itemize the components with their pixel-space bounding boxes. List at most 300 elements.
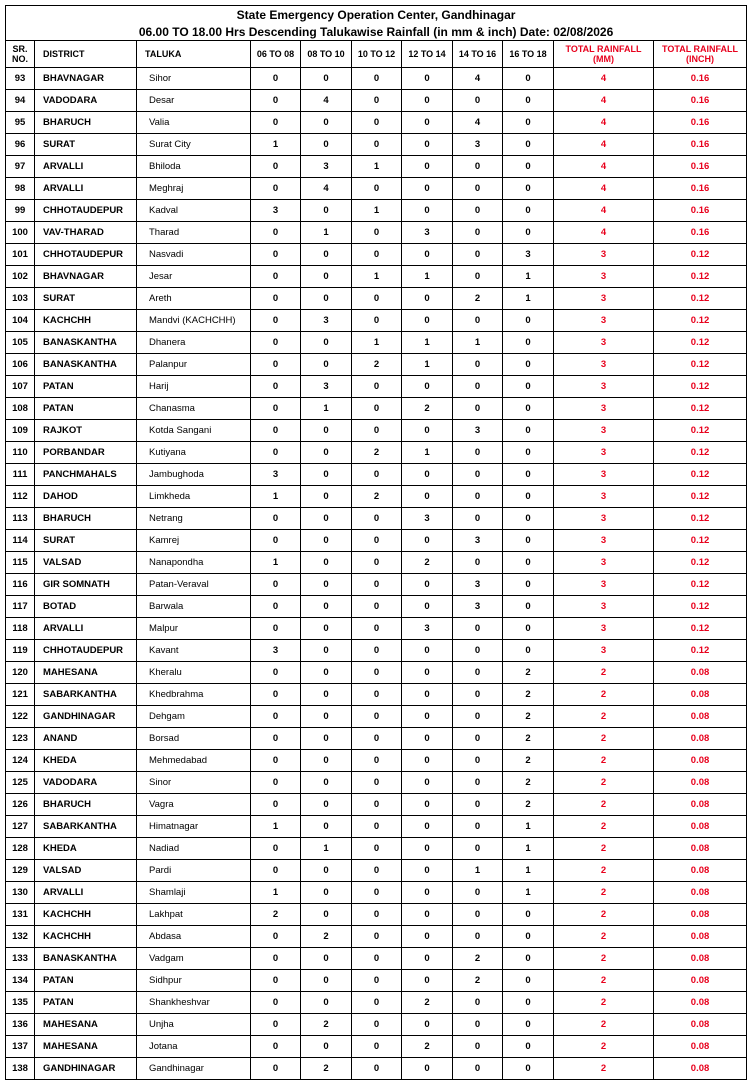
slot-value-cell: 0	[453, 1014, 503, 1036]
total-mm-cell: 3	[554, 376, 654, 398]
slot-value-cell: 0	[402, 728, 453, 750]
slot-value-cell: 0	[251, 398, 301, 420]
slot-value-cell: 0	[402, 134, 453, 156]
slot-value-cell: 0	[251, 596, 301, 618]
taluka-cell: Patan-Veraval	[137, 574, 251, 596]
table-row	[6, 68, 747, 90]
table-row	[6, 134, 747, 156]
total-mm-cell: 3	[554, 508, 654, 530]
district-cell: KHEDA	[35, 750, 137, 772]
slot-value-cell: 0	[352, 1058, 402, 1080]
slot-value-cell: 0	[251, 266, 301, 288]
slot-value-cell: 0	[503, 90, 554, 112]
total-mm-cell: 3	[554, 552, 654, 574]
report-title: State Emergency Operation Center, Gandhinagar	[6, 6, 747, 24]
slot-value-cell: 0	[301, 112, 352, 134]
slot-value-cell: 3	[301, 156, 352, 178]
slot-value-cell: 0	[503, 68, 554, 90]
total-mm-cell: 2	[554, 1014, 654, 1036]
table-row	[6, 486, 747, 508]
sr-cell: 122	[6, 706, 35, 728]
total-inch-cell: 0.08	[654, 926, 747, 948]
total-mm-cell: 3	[554, 310, 654, 332]
total-mm-cell: 3	[554, 244, 654, 266]
slot-value-cell: 0	[453, 882, 503, 904]
slot-value-cell: 0	[402, 464, 453, 486]
slot-value-cell: 0	[402, 310, 453, 332]
slot-value-cell: 0	[402, 156, 453, 178]
taluka-cell: Nasvadi	[137, 244, 251, 266]
district-cell: GANDHINAGAR	[35, 1058, 137, 1080]
district-cell: BHARUCH	[35, 112, 137, 134]
table-row	[6, 244, 747, 266]
slot-value-cell: 3	[453, 530, 503, 552]
slot-value-cell: 0	[352, 1036, 402, 1058]
slot-value-cell: 3	[402, 222, 453, 244]
slot-value-cell: 0	[453, 90, 503, 112]
table-row	[6, 376, 747, 398]
table-row	[6, 310, 747, 332]
slot-value-cell: 0	[352, 552, 402, 574]
slot-value-cell: 0	[503, 332, 554, 354]
taluka-cell: Kadval	[137, 200, 251, 222]
taluka-cell: Lakhpat	[137, 904, 251, 926]
total-mm-cell: 2	[554, 948, 654, 970]
slot-value-cell: 2	[402, 552, 453, 574]
total-inch-cell: 0.08	[654, 882, 747, 904]
col-header-taluka: TALUKA	[137, 41, 251, 68]
slot-value-cell: 0	[352, 970, 402, 992]
slot-value-cell: 0	[402, 486, 453, 508]
district-cell: PATAN	[35, 970, 137, 992]
sr-cell: 127	[6, 816, 35, 838]
slot-value-cell: 0	[453, 442, 503, 464]
taluka-cell: Netrang	[137, 508, 251, 530]
slot-value-cell: 0	[453, 926, 503, 948]
slot-value-cell: 2	[402, 398, 453, 420]
taluka-cell: Sidhpur	[137, 970, 251, 992]
slot-value-cell: 0	[402, 794, 453, 816]
slot-value-cell: 2	[503, 750, 554, 772]
district-cell: MAHESANA	[35, 662, 137, 684]
slot-value-cell: 0	[453, 750, 503, 772]
slot-value-cell: 0	[453, 618, 503, 640]
slot-value-cell: 0	[402, 1014, 453, 1036]
slot-value-cell: 4	[453, 112, 503, 134]
slot-value-cell: 2	[503, 728, 554, 750]
sr-cell: 123	[6, 728, 35, 750]
district-cell: VALSAD	[35, 552, 137, 574]
taluka-cell: Bhiloda	[137, 156, 251, 178]
slot-value-cell: 1	[251, 816, 301, 838]
district-cell: BHARUCH	[35, 508, 137, 530]
slot-value-cell: 0	[352, 618, 402, 640]
slot-value-cell: 0	[453, 310, 503, 332]
slot-value-cell: 1	[352, 266, 402, 288]
total-mm-cell: 3	[554, 332, 654, 354]
taluka-cell: Jotana	[137, 1036, 251, 1058]
taluka-cell: Unjha	[137, 1014, 251, 1036]
total-inch-cell: 0.12	[654, 310, 747, 332]
slot-value-cell: 0	[453, 794, 503, 816]
slot-value-cell: 0	[503, 992, 554, 1014]
district-cell: MAHESANA	[35, 1036, 137, 1058]
table-row	[6, 772, 747, 794]
total-mm-cell: 2	[554, 838, 654, 860]
slot-value-cell: 0	[301, 508, 352, 530]
slot-value-cell: 1	[402, 442, 453, 464]
district-cell: BHARUCH	[35, 794, 137, 816]
slot-value-cell: 0	[453, 772, 503, 794]
taluka-cell: Vadgam	[137, 948, 251, 970]
total-mm-cell: 2	[554, 728, 654, 750]
district-cell: CHHOTAUDEPUR	[35, 244, 137, 266]
district-cell: VAV-THARAD	[35, 222, 137, 244]
slot-value-cell: 2	[352, 442, 402, 464]
slot-value-cell: 0	[251, 420, 301, 442]
slot-value-cell: 1	[251, 552, 301, 574]
taluka-cell: Kutiyana	[137, 442, 251, 464]
total-mm-cell: 2	[554, 750, 654, 772]
table-row	[6, 904, 747, 926]
sr-cell: 120	[6, 662, 35, 684]
slot-value-cell: 0	[503, 970, 554, 992]
slot-value-cell: 0	[402, 200, 453, 222]
total-inch-cell: 0.12	[654, 266, 747, 288]
total-mm-cell: 3	[554, 266, 654, 288]
sr-cell: 109	[6, 420, 35, 442]
slot-value-cell: 0	[251, 288, 301, 310]
slot-value-cell: 0	[453, 728, 503, 750]
slot-value-cell: 0	[503, 442, 554, 464]
total-inch-cell: 0.12	[654, 288, 747, 310]
slot-value-cell: 0	[301, 706, 352, 728]
table-row	[6, 442, 747, 464]
slot-value-cell: 0	[503, 464, 554, 486]
total-inch-cell: 0.08	[654, 860, 747, 882]
slot-value-cell: 1	[503, 860, 554, 882]
slot-value-cell: 0	[402, 640, 453, 662]
total-inch-cell: 0.12	[654, 618, 747, 640]
col-header-slot: 10 TO 12	[352, 41, 402, 68]
slot-value-cell: 0	[453, 1036, 503, 1058]
slot-value-cell: 1	[503, 882, 554, 904]
slot-value-cell: 0	[301, 750, 352, 772]
sr-cell: 94	[6, 90, 35, 112]
total-mm-cell: 4	[554, 156, 654, 178]
slot-value-cell: 0	[251, 112, 301, 134]
slot-value-cell: 0	[251, 684, 301, 706]
total-mm-cell: 4	[554, 222, 654, 244]
slot-value-cell: 0	[352, 640, 402, 662]
slot-value-cell: 0	[301, 288, 352, 310]
slot-value-cell: 3	[453, 596, 503, 618]
taluka-cell: Nanapondha	[137, 552, 251, 574]
slot-value-cell: 0	[352, 310, 402, 332]
slot-value-cell: 1	[301, 838, 352, 860]
total-inch-cell: 0.12	[654, 486, 747, 508]
total-inch-cell: 0.08	[654, 772, 747, 794]
slot-value-cell: 0	[301, 640, 352, 662]
total-inch-cell: 0.08	[654, 706, 747, 728]
district-cell: MAHESANA	[35, 1014, 137, 1036]
slot-value-cell: 0	[301, 1036, 352, 1058]
table-row	[6, 1036, 747, 1058]
slot-value-cell: 0	[251, 772, 301, 794]
slot-value-cell: 0	[503, 376, 554, 398]
slot-value-cell: 0	[301, 970, 352, 992]
slot-value-cell: 0	[503, 508, 554, 530]
report-subtitle-row	[6, 23, 747, 41]
district-cell: CHHOTAUDEPUR	[35, 200, 137, 222]
slot-value-cell: 0	[352, 772, 402, 794]
slot-value-cell: 0	[503, 948, 554, 970]
slot-value-cell: 0	[301, 882, 352, 904]
total-mm-cell: 3	[554, 618, 654, 640]
slot-value-cell: 0	[301, 948, 352, 970]
table-row	[6, 178, 747, 200]
slot-value-cell: 0	[402, 376, 453, 398]
slot-value-cell: 0	[402, 596, 453, 618]
district-cell: CHHOTAUDEPUR	[35, 640, 137, 662]
slot-value-cell: 1	[301, 222, 352, 244]
slot-value-cell: 0	[352, 596, 402, 618]
total-inch-cell: 0.12	[654, 398, 747, 420]
slot-value-cell: 0	[503, 420, 554, 442]
col-header-slot: 16 TO 18	[503, 41, 554, 68]
slot-value-cell: 1	[402, 266, 453, 288]
district-cell: BANASKANTHA	[35, 948, 137, 970]
slot-value-cell: 3	[402, 618, 453, 640]
taluka-cell: Shankheshvar	[137, 992, 251, 1014]
total-inch-cell: 0.08	[654, 1058, 747, 1080]
sr-cell: 98	[6, 178, 35, 200]
total-inch-cell: 0.08	[654, 684, 747, 706]
rainfall-report	[5, 5, 746, 1080]
slot-value-cell: 0	[352, 222, 402, 244]
slot-value-cell: 0	[352, 992, 402, 1014]
slot-value-cell: 1	[503, 266, 554, 288]
slot-value-cell: 3	[251, 200, 301, 222]
table-row	[6, 332, 747, 354]
table-row	[6, 90, 747, 112]
taluka-cell: Dehgam	[137, 706, 251, 728]
district-cell: GIR SOMNATH	[35, 574, 137, 596]
slot-value-cell: 1	[352, 156, 402, 178]
slot-value-cell: 2	[503, 706, 554, 728]
taluka-cell: Kamrej	[137, 530, 251, 552]
slot-value-cell: 0	[352, 376, 402, 398]
total-inch-cell: 0.08	[654, 1014, 747, 1036]
taluka-cell: Himatnagar	[137, 816, 251, 838]
total-mm-cell: 3	[554, 574, 654, 596]
total-mm-cell: 4	[554, 200, 654, 222]
slot-value-cell: 1	[301, 398, 352, 420]
report-title-row	[6, 6, 747, 24]
sr-cell: 110	[6, 442, 35, 464]
slot-value-cell: 2	[402, 992, 453, 1014]
slot-value-cell: 0	[402, 530, 453, 552]
slot-value-cell: 1	[503, 816, 554, 838]
slot-value-cell: 0	[402, 882, 453, 904]
slot-value-cell: 0	[251, 310, 301, 332]
slot-value-cell: 3	[503, 244, 554, 266]
slot-value-cell: 0	[251, 90, 301, 112]
slot-value-cell: 4	[453, 68, 503, 90]
sr-cell: 129	[6, 860, 35, 882]
district-cell: ARVALLI	[35, 882, 137, 904]
table-row	[6, 156, 747, 178]
total-mm-cell: 2	[554, 816, 654, 838]
sr-cell: 108	[6, 398, 35, 420]
slot-value-cell: 0	[251, 530, 301, 552]
col-header-sr: SR. NO.	[6, 41, 35, 68]
slot-value-cell: 0	[503, 926, 554, 948]
slot-value-cell: 0	[251, 618, 301, 640]
slot-value-cell: 0	[453, 464, 503, 486]
slot-value-cell: 0	[453, 200, 503, 222]
taluka-cell: Palanpur	[137, 354, 251, 376]
sr-cell: 111	[6, 464, 35, 486]
slot-value-cell: 0	[352, 904, 402, 926]
total-inch-cell: 0.16	[654, 112, 747, 134]
table-row	[6, 266, 747, 288]
table-row	[6, 552, 747, 574]
slot-value-cell: 0	[503, 398, 554, 420]
slot-value-cell: 0	[453, 178, 503, 200]
taluka-cell: Jambughoda	[137, 464, 251, 486]
slot-value-cell: 0	[402, 420, 453, 442]
slot-value-cell: 0	[251, 332, 301, 354]
slot-value-cell: 0	[251, 376, 301, 398]
slot-value-cell: 0	[301, 728, 352, 750]
col-header-total-mm: TOTAL RAINFALL (MM)	[554, 41, 654, 68]
slot-value-cell: 0	[453, 354, 503, 376]
slot-value-cell: 0	[453, 244, 503, 266]
total-inch-cell: 0.12	[654, 640, 747, 662]
taluka-cell: Malpur	[137, 618, 251, 640]
district-cell: SURAT	[35, 288, 137, 310]
slot-value-cell: 0	[402, 178, 453, 200]
district-cell: BHAVNAGAR	[35, 68, 137, 90]
slot-value-cell: 0	[402, 1058, 453, 1080]
slot-value-cell: 0	[301, 816, 352, 838]
total-inch-cell: 0.12	[654, 508, 747, 530]
slot-value-cell: 0	[251, 926, 301, 948]
total-mm-cell: 2	[554, 860, 654, 882]
table-row	[6, 574, 747, 596]
sr-cell: 117	[6, 596, 35, 618]
total-inch-cell: 0.08	[654, 728, 747, 750]
slot-value-cell: 0	[352, 398, 402, 420]
taluka-cell: Vagra	[137, 794, 251, 816]
slot-value-cell: 0	[301, 68, 352, 90]
district-cell: BANASKANTHA	[35, 332, 137, 354]
rainfall-table	[5, 5, 747, 1080]
sr-cell: 132	[6, 926, 35, 948]
slot-value-cell: 0	[251, 156, 301, 178]
total-inch-cell: 0.12	[654, 596, 747, 618]
slot-value-cell: 0	[251, 860, 301, 882]
taluka-cell: Gandhinagar	[137, 1058, 251, 1080]
slot-value-cell: 0	[352, 838, 402, 860]
table-row	[6, 992, 747, 1014]
slot-value-cell: 0	[251, 354, 301, 376]
slot-value-cell: 0	[402, 244, 453, 266]
sr-cell: 99	[6, 200, 35, 222]
table-row	[6, 728, 747, 750]
slot-value-cell: 0	[352, 508, 402, 530]
slot-value-cell: 0	[352, 728, 402, 750]
slot-value-cell: 0	[251, 662, 301, 684]
slot-value-cell: 0	[352, 750, 402, 772]
table-row	[6, 420, 747, 442]
slot-value-cell: 0	[402, 926, 453, 948]
total-mm-cell: 2	[554, 970, 654, 992]
total-inch-cell: 0.12	[654, 442, 747, 464]
slot-value-cell: 0	[453, 904, 503, 926]
taluka-cell: Chanasma	[137, 398, 251, 420]
table-row	[6, 750, 747, 772]
sr-cell: 103	[6, 288, 35, 310]
total-mm-cell: 2	[554, 684, 654, 706]
total-mm-cell: 2	[554, 794, 654, 816]
slot-value-cell: 0	[402, 772, 453, 794]
slot-value-cell: 1	[352, 200, 402, 222]
slot-value-cell: 0	[301, 596, 352, 618]
slot-value-cell: 0	[301, 552, 352, 574]
slot-value-cell: 1	[251, 486, 301, 508]
col-header-slot: 12 TO 14	[402, 41, 453, 68]
slot-value-cell: 0	[402, 662, 453, 684]
slot-value-cell: 0	[251, 508, 301, 530]
sr-cell: 137	[6, 1036, 35, 1058]
table-row	[6, 794, 747, 816]
table-row	[6, 662, 747, 684]
slot-value-cell: 0	[352, 464, 402, 486]
total-mm-cell: 3	[554, 354, 654, 376]
sr-cell: 121	[6, 684, 35, 706]
slot-value-cell: 0	[453, 640, 503, 662]
district-cell: PATAN	[35, 376, 137, 398]
slot-value-cell: 0	[453, 1058, 503, 1080]
slot-value-cell: 0	[453, 486, 503, 508]
slot-value-cell: 0	[503, 112, 554, 134]
slot-value-cell: 0	[251, 574, 301, 596]
slot-value-cell: 0	[453, 398, 503, 420]
total-inch-cell: 0.08	[654, 794, 747, 816]
total-mm-cell: 4	[554, 178, 654, 200]
total-mm-cell: 2	[554, 926, 654, 948]
sr-cell: 119	[6, 640, 35, 662]
slot-value-cell: 0	[251, 1014, 301, 1036]
taluka-cell: Borsad	[137, 728, 251, 750]
total-mm-cell: 4	[554, 134, 654, 156]
taluka-cell: Nadiad	[137, 838, 251, 860]
total-mm-cell: 2	[554, 1036, 654, 1058]
table-row	[6, 1014, 747, 1036]
slot-value-cell: 0	[352, 530, 402, 552]
slot-value-cell: 3	[301, 376, 352, 398]
slot-value-cell: 1	[402, 354, 453, 376]
slot-value-cell: 0	[453, 706, 503, 728]
slot-value-cell: 0	[301, 200, 352, 222]
total-inch-cell: 0.08	[654, 662, 747, 684]
sr-cell: 125	[6, 772, 35, 794]
slot-value-cell: 0	[402, 574, 453, 596]
taluka-cell: Khedbrahma	[137, 684, 251, 706]
sr-cell: 138	[6, 1058, 35, 1080]
